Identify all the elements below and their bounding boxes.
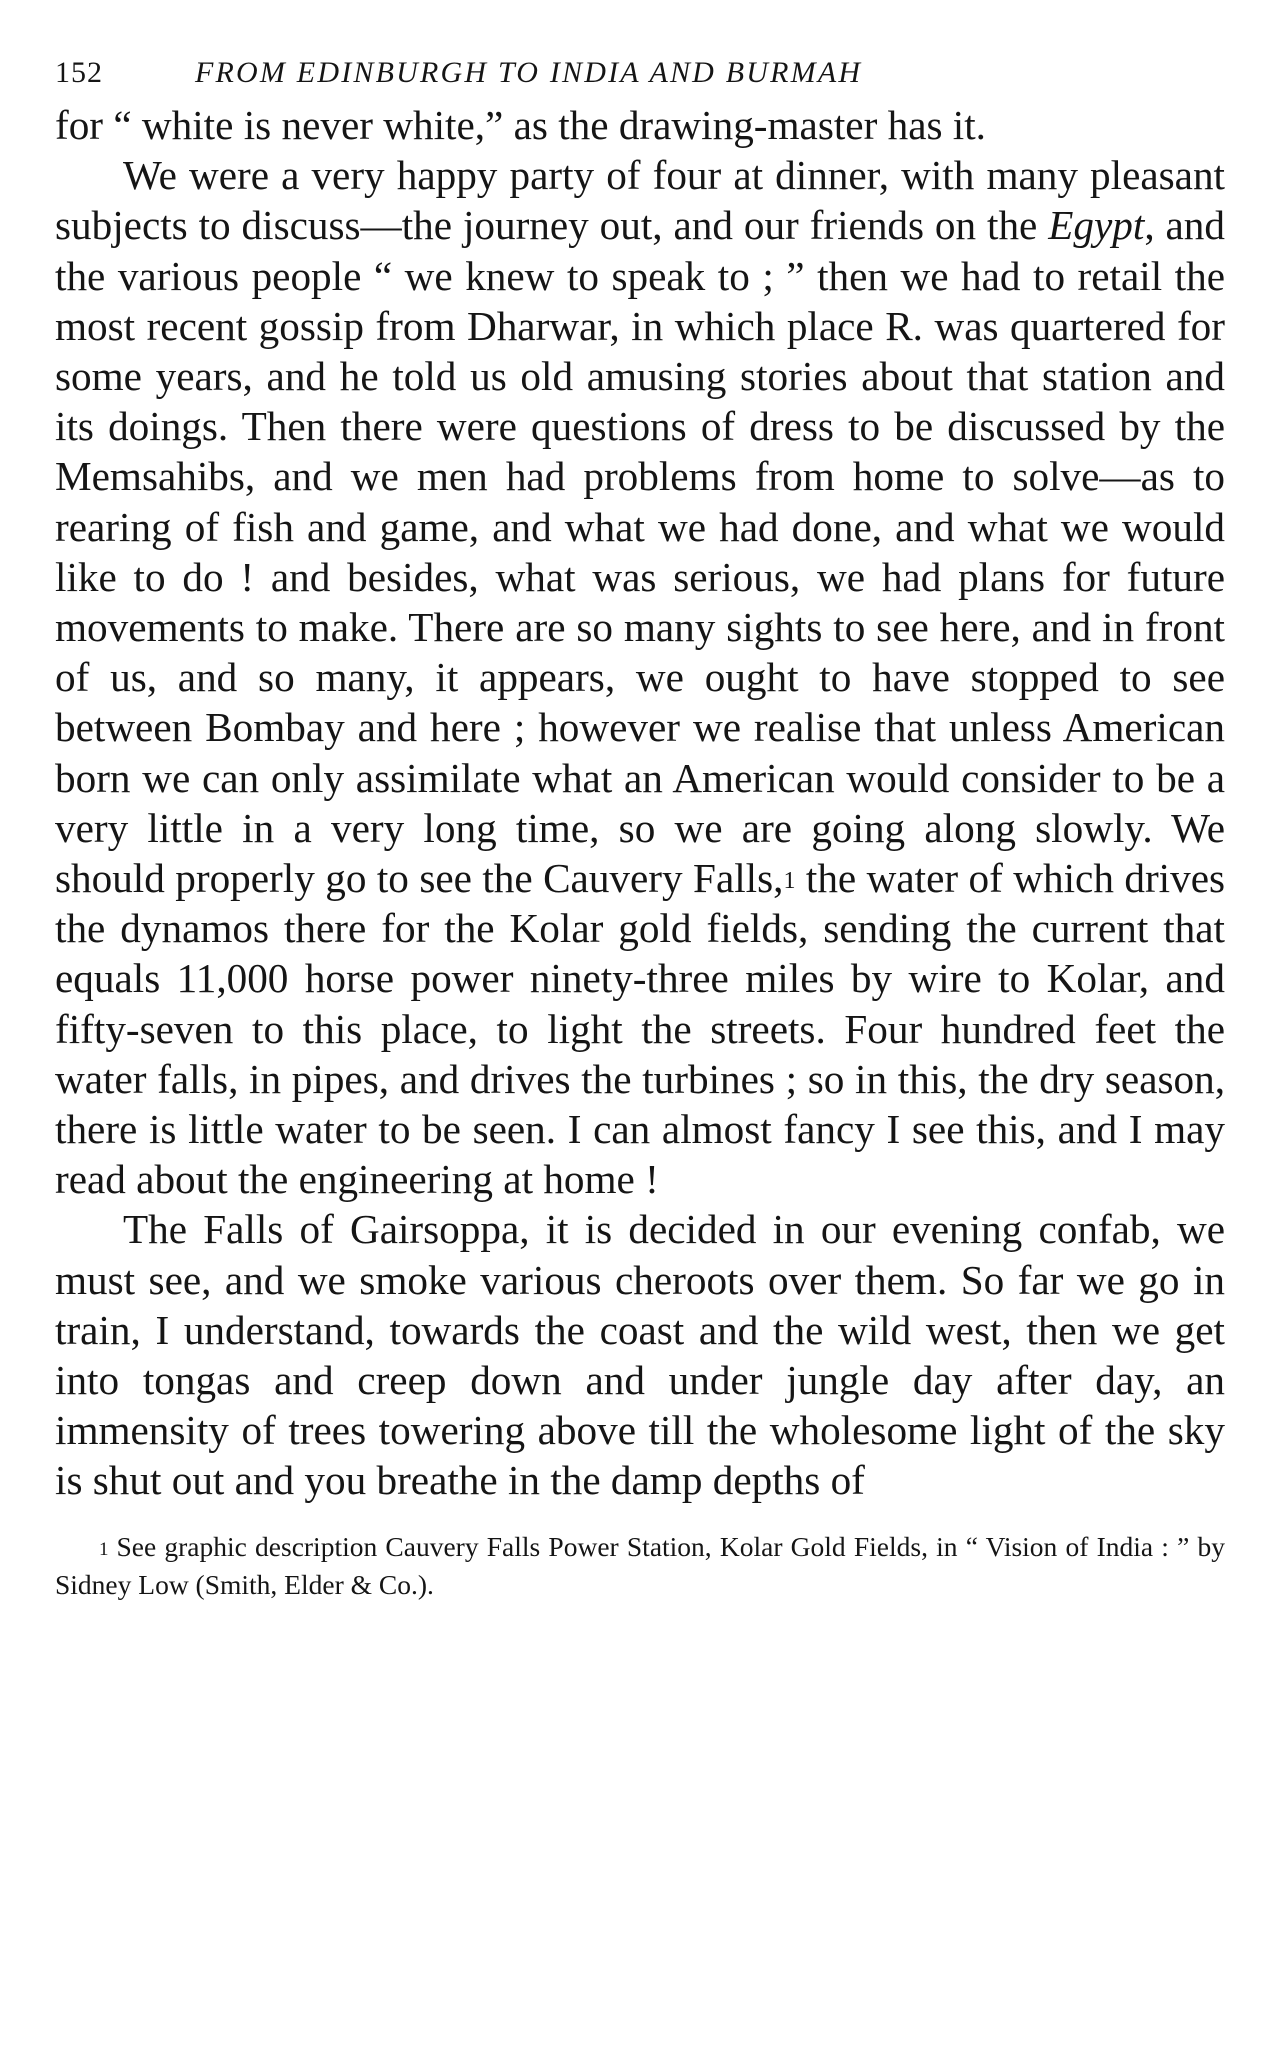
body-text — [55, 100, 1225, 1506]
book-page — [55, 48, 1225, 1604]
ship-name: Egypt — [1048, 202, 1145, 249]
paragraph-2-part-b: , and the various people “ we knew to speak to ; ” then we had to retail the most recent gossip from Dharwar, in which place R. was quartered for some years, and he told us old amusing stories about that station and its doings. Then there were questions of dress to be discussed by the Memsahibs, and we men had problems from home to solve—as to rearing of fish and game, and what we had done, and what we would like to do ! and besides, what was serious, we had plans for future movements to make. There are so many sights to see here, and in front of us, and so many, it appears, we ought to have stopped to see between Bombay and here ; however we realise that unless American born we can only assimilate what an American would consider to be a very little in a very long time, so we are going along slowly. We should properly go to see the Cauvery Falls, — [55, 202, 1225, 902]
running-head — [55, 48, 1225, 98]
paragraph-3: The Falls of Gairsoppa, it is decided in our evening confab, we must see, and we smoke various cheroots over them. So far we go in train, I understand, towards the coast and the wild west, then we get into tongas and creep down and under jungle day after day, an immensity of trees towering above till the wholesome light of the sky is shut out and you breathe in the damp depths of — [55, 1206, 1225, 1504]
running-title: FROM EDINBURGH TO INDIA AND BURMAH — [195, 56, 863, 89]
paragraph-1: for “ white is never white,” as the drawing-master has it. — [55, 102, 986, 148]
footnote-text: See graphic description Cauvery Falls Power Station, Kolar Gold Fields, in “ Vision of India : ” by Sidney Low (Smith, Elder & Co.). — [55, 1530, 1225, 1600]
footnote-mark: 1 — [99, 1538, 109, 1560]
paragraph-2-part-c: the water of which drives the dynamos there for the Kolar gold fields, sending the current that equals 11,000 horse power ninety-three miles by wire to Kolar, and fifty-seven to this place, to light the streets. Four hundred feet the water falls, in pipes, and drives the turbines ; so in this, the dry season, there is little water to be seen. I can almost fancy I see this, and I may read about the engineering at home ! — [55, 855, 1225, 1203]
page-number: 152 — [55, 56, 103, 89]
footnote — [55, 1528, 1225, 1604]
paragraph-2-part-a: We were a very happy party of four at dinner, with many pleasant subjects to discuss—the journey out, and our friends on the — [55, 152, 1225, 249]
footnote-reference[interactable]: 1 — [783, 868, 796, 895]
paragraph-2 — [55, 150, 1225, 1204]
